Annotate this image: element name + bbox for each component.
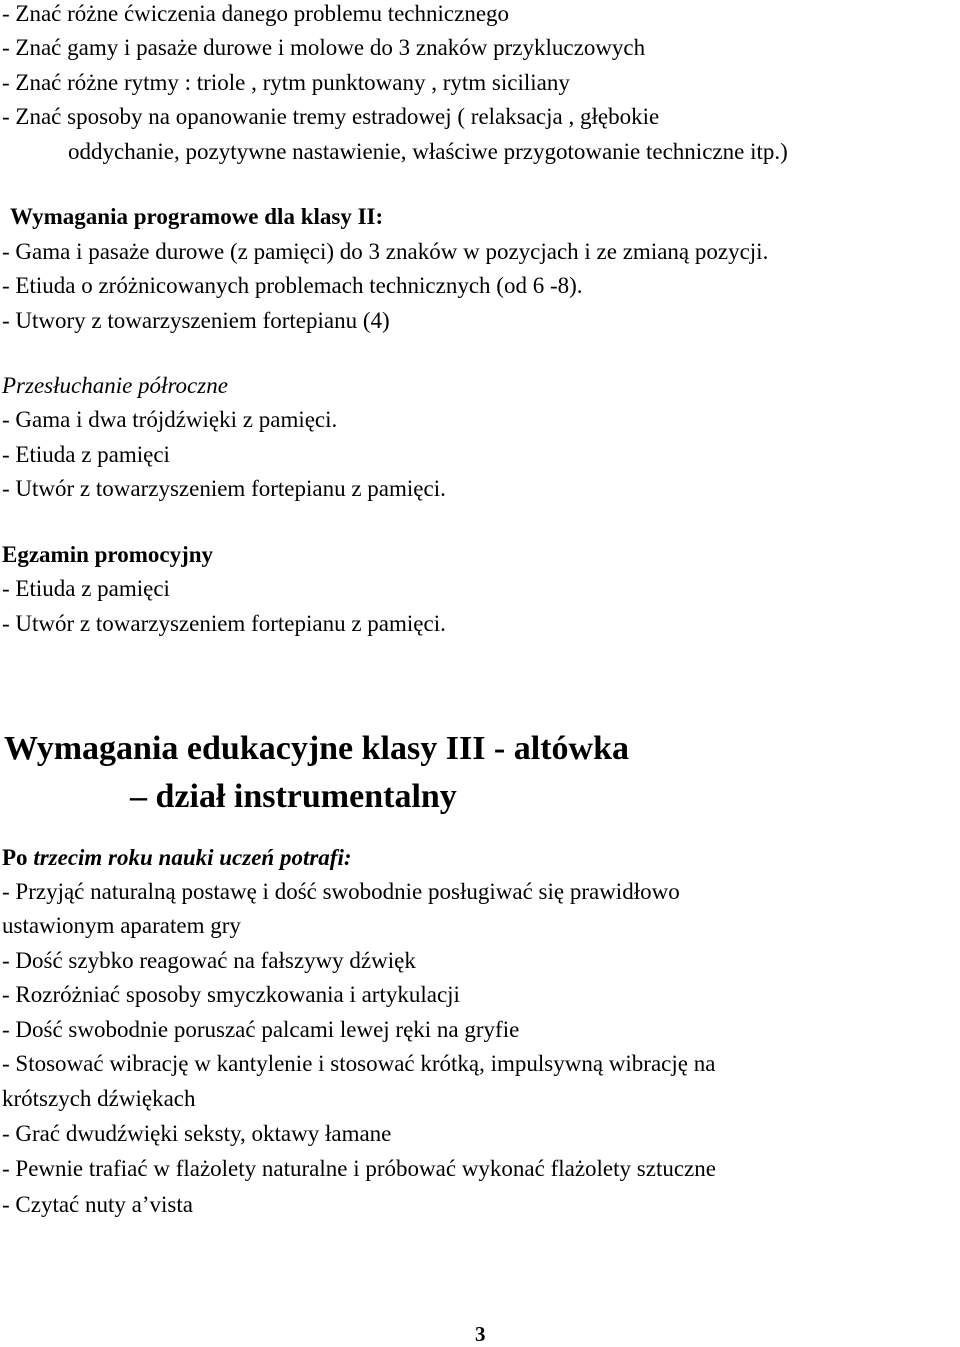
list-item: - Gama i dwa trójdźwięki z pamięci. [2,407,338,432]
section-heading: Wymagania programowe dla klasy II: [10,204,384,229]
page-title: Wymagania edukacyjne klasy III - altówka [4,730,629,767]
list-item-continuation: krótszych dźwiękach [2,1086,196,1111]
page-number: 3 [475,1322,486,1346]
list-item: - Etiuda o zróżnicowanych problemach technicznych (od 6 -8). [2,273,583,298]
list-item: - Czytać nuty a’vista [2,1192,193,1217]
list-item: - Utwór z towarzyszeniem fortepianu z pamięci. [2,611,446,636]
list-item: - Etiuda z pamięci [2,442,170,467]
section-heading: Egzamin promocyjny [2,542,214,567]
list-item: - Etiuda z pamięci [2,576,170,601]
list-item: - Stosować wibrację w kantylenie i stosować krótką, impulsywną wibrację na [2,1051,716,1076]
page-subtitle: – dział instrumentalny [130,778,457,815]
list-item: - Dość swobodnie poruszać palcami lewej ręki na gryfie [2,1017,520,1042]
list-item: - Rozróżniać sposoby smyczkowania i artykulacji [2,982,460,1007]
list-item-continuation: oddychanie, pozytywne nastawienie, właściwe przygotowanie techniczne itp.) [68,139,788,164]
list-item: - Znać gamy i pasaże durowe i molowe do 3 znaków przykluczowych [2,35,646,60]
list-item: - Grać dwudźwięki seksty, oktawy łamane [2,1121,392,1146]
list-item: - Znać różne ćwiczenia danego problemu technicznego [2,1,510,26]
list-item: - Dość szybko reagować na fałszywy dźwięk [2,948,416,973]
section-heading: Przesłuchanie półroczne [2,373,228,398]
list-item: - Znać sposoby na opanowanie tremy estradowej ( relaksacja , głębokie [2,104,660,129]
list-item: - Przyjąć naturalną postawę i dość swobodnie posługiwać się prawidłowo [2,879,680,904]
list-item: - Gama i pasaże durowe (z pamięci) do 3 znaków w pozycjach i ze zmianą pozycji. [2,239,769,264]
list-item: - Utwory z towarzyszeniem fortepianu (4) [2,308,390,333]
intro-line [2,844,352,872]
list-item: - Znać różne rytmy : triole , rytm punktowany , rytm siciliany [2,70,570,95]
intro-rest: trzecim roku nauki uczeń potrafi: [33,845,352,870]
intro-po: Po [2,845,34,870]
list-item-continuation: ustawionym aparatem gry [2,913,241,938]
list-item: - Utwór z towarzyszeniem fortepianu z pamięci. [2,476,446,501]
list-item: - Pewnie trafiać w flażolety naturalne i próbować wykonać flażolety sztuczne [2,1156,716,1181]
